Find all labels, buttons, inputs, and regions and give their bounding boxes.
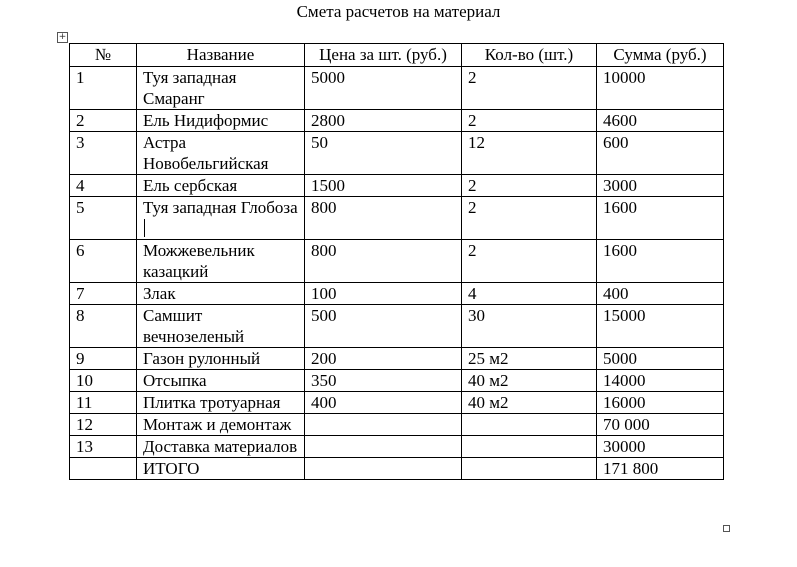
cell-no[interactable]: 6 [70, 240, 137, 283]
header-sum[interactable]: Сумма (руб.) [597, 44, 724, 67]
cell-qty[interactable]: 25 м2 [462, 348, 597, 370]
cell-qty[interactable]: 4 [462, 283, 597, 305]
table-row [70, 370, 724, 392]
table-row [70, 348, 724, 370]
cell-sum[interactable]: 30000 [597, 436, 724, 458]
cell-sum[interactable]: 3000 [597, 175, 724, 197]
text-cursor [144, 219, 145, 237]
cell-sum[interactable]: 1600 [597, 240, 724, 283]
table-row [70, 305, 724, 348]
cell-qty[interactable]: 12 [462, 132, 597, 175]
table-row [70, 132, 724, 175]
cell-name[interactable]: Плитка тротуарная [137, 392, 305, 414]
cell-qty[interactable]: 2 [462, 67, 597, 110]
cell-sum[interactable]: 16000 [597, 392, 724, 414]
cell-name[interactable]: Доставка материалов [137, 436, 305, 458]
cell-price[interactable]: 1500 [305, 175, 462, 197]
total-row [70, 458, 724, 480]
cell-price[interactable]: 500 [305, 305, 462, 348]
table-move-handle-icon[interactable]: + [58, 32, 67, 42]
header-no[interactable]: № [70, 44, 137, 67]
cell-name[interactable] [137, 197, 305, 240]
cell-name[interactable]: Самшит вечнозеленый [137, 305, 305, 348]
cell-price[interactable]: 400 [305, 392, 462, 414]
cell-name[interactable]: Астра Новобельгийская [137, 132, 305, 175]
estimate-table [69, 43, 724, 480]
table-row [70, 436, 724, 458]
cell-no[interactable]: 7 [70, 283, 137, 305]
cell-qty[interactable]: 2 [462, 175, 597, 197]
cell-no[interactable]: 3 [70, 132, 137, 175]
cell-name[interactable]: Отсыпка [137, 370, 305, 392]
cell-name-text: Туя западная Глобоза [143, 198, 298, 217]
document-title: Смета расчетов на материал [296, 2, 501, 21]
cell-price[interactable]: 50 [305, 132, 462, 175]
cell-sum[interactable]: 14000 [597, 370, 724, 392]
cell-name[interactable]: Ель Нидиформис [137, 110, 305, 132]
cell-sum[interactable]: 1600 [597, 197, 724, 240]
cell-no[interactable]: 13 [70, 436, 137, 458]
table-row [70, 197, 724, 240]
cell-sum[interactable]: 15000 [597, 305, 724, 348]
cell-qty[interactable]: 40 м2 [462, 392, 597, 414]
cell-name[interactable]: Монтаж и демонтаж [137, 414, 305, 436]
cell-price[interactable] [305, 436, 462, 458]
cell-price[interactable] [305, 414, 462, 436]
cell-qty[interactable]: 2 [462, 110, 597, 132]
cell-name[interactable]: Туя западная Смаранг [137, 67, 305, 110]
total-cell-no[interactable] [70, 458, 137, 480]
cell-sum[interactable]: 4600 [597, 110, 724, 132]
cell-no[interactable]: 12 [70, 414, 137, 436]
cell-no[interactable]: 9 [70, 348, 137, 370]
table-row [70, 67, 724, 110]
cell-sum[interactable]: 400 [597, 283, 724, 305]
cell-name[interactable]: Газон рулонный [137, 348, 305, 370]
cell-name[interactable]: Можжевельник казацкий [137, 240, 305, 283]
table-header-row [70, 44, 724, 67]
cell-qty[interactable] [462, 414, 597, 436]
cell-qty[interactable]: 2 [462, 197, 597, 240]
header-price[interactable]: Цена за шт. (руб.) [305, 44, 462, 67]
cell-price[interactable]: 800 [305, 240, 462, 283]
cell-name[interactable]: Злак [137, 283, 305, 305]
cell-qty[interactable]: 30 [462, 305, 597, 348]
cell-qty[interactable]: 2 [462, 240, 597, 283]
cell-no[interactable]: 10 [70, 370, 137, 392]
cell-price[interactable]: 5000 [305, 67, 462, 110]
cell-qty[interactable] [462, 436, 597, 458]
table-row [70, 283, 724, 305]
cell-no[interactable]: 4 [70, 175, 137, 197]
total-sum[interactable]: 171 800 [597, 458, 724, 480]
cell-price[interactable]: 200 [305, 348, 462, 370]
cell-price[interactable]: 2800 [305, 110, 462, 132]
total-label[interactable]: ИТОГО [137, 458, 305, 480]
cell-no[interactable]: 2 [70, 110, 137, 132]
cell-sum[interactable]: 70 000 [597, 414, 724, 436]
table-row [70, 414, 724, 436]
cell-sum[interactable]: 600 [597, 132, 724, 175]
cell-price[interactable]: 350 [305, 370, 462, 392]
total-cell-price[interactable] [305, 458, 462, 480]
table-body [70, 67, 724, 480]
cell-price[interactable]: 100 [305, 283, 462, 305]
cell-sum[interactable]: 5000 [597, 348, 724, 370]
total-cell-qty[interactable] [462, 458, 597, 480]
cell-price[interactable]: 800 [305, 197, 462, 240]
cell-sum[interactable]: 10000 [597, 67, 724, 110]
table-row [70, 110, 724, 132]
table-row [70, 175, 724, 197]
table-row [70, 240, 724, 283]
cell-no[interactable]: 5 [70, 197, 137, 240]
cell-name[interactable]: Ель сербская [137, 175, 305, 197]
cell-no[interactable]: 11 [70, 392, 137, 414]
cell-no[interactable]: 8 [70, 305, 137, 348]
header-name[interactable]: Название [137, 44, 305, 67]
table-resize-handle-icon[interactable] [723, 525, 730, 532]
cell-qty[interactable]: 40 м2 [462, 370, 597, 392]
cell-no[interactable]: 1 [70, 67, 137, 110]
table-row [70, 392, 724, 414]
header-qty[interactable]: Кол-во (шт.) [462, 44, 597, 67]
